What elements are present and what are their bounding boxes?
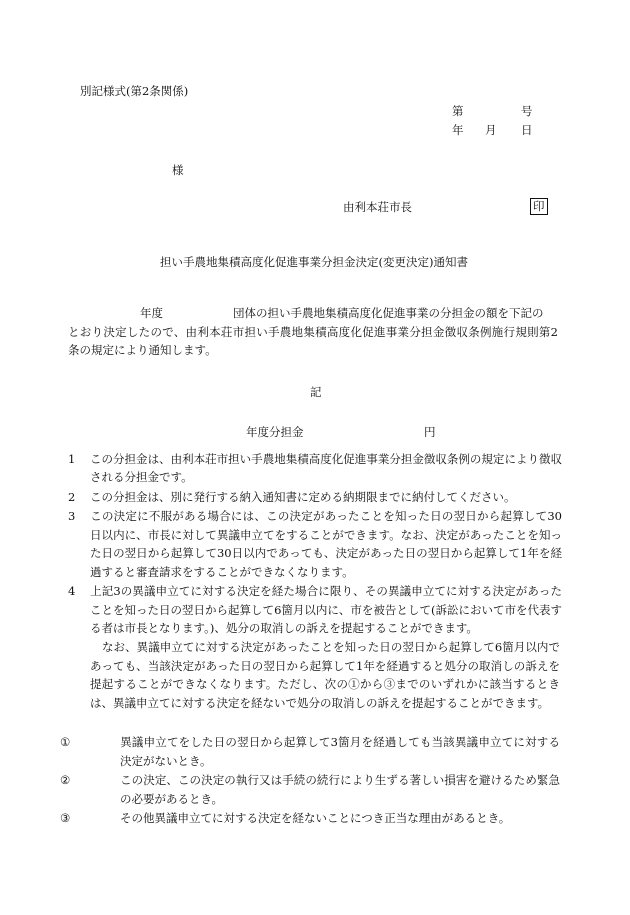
notice-item-4 bbox=[68, 582, 562, 638]
date-day: 日 bbox=[521, 123, 533, 137]
notice-item-text: この分担金は、別に発行する納入通知書に定める納期限までに納付してください。 bbox=[90, 490, 516, 504]
form-label: 別記様式(第2条関係) bbox=[80, 84, 189, 98]
exception-text: 異議申立てをした日の翌日から起算して3箇月を経過しても当該異議申立てに対する決定がないとき。 bbox=[120, 735, 560, 768]
notice-item-text: この分担金は、由利本荘市担い手農地集積高度化促進事業分担金徴収条例の規定により徴収される分担金です。 bbox=[90, 452, 562, 484]
exception-number: ① bbox=[60, 735, 71, 749]
seal-text: 印 bbox=[530, 198, 548, 215]
exception-item-3 bbox=[60, 809, 560, 828]
item4-note: なお、異議申立てに対する決定があったことを知った日の翌日から起算して6箇月以内であっても、当該決定があった日の翌日から起算して1年を経過すると処分の取消しの訴えを提起することができなくなります。ただし、次の①から③までのいずれかに該当するときは、異議申立てに対する決定を経ないで処分の取消しの訴えを提起することができます。 bbox=[90, 640, 560, 710]
document-number-suffix: 号 bbox=[521, 104, 533, 118]
notice-item-number: 1 bbox=[68, 452, 76, 466]
exception-text: この決定、この決定の執行又は手続の続行により生ずる著しい損害を避けるため緊急の必要があるとき。 bbox=[120, 773, 560, 806]
document-number-prefix: 第 bbox=[452, 104, 464, 118]
exception-number: ② bbox=[60, 773, 71, 787]
exception-item-1 bbox=[60, 733, 560, 770]
date-month: 月 bbox=[485, 123, 497, 137]
notice-item-number: 2 bbox=[68, 490, 76, 504]
notice-item-number: 4 bbox=[68, 584, 76, 598]
addressee-honorific: 様 bbox=[172, 163, 184, 177]
notice-item-number: 3 bbox=[68, 509, 76, 523]
notice-item-2 bbox=[68, 488, 562, 506]
seal-mark bbox=[530, 198, 548, 215]
ki-marker: 記 bbox=[310, 385, 322, 399]
intro-text-line1: 団体の担い手農地集積高度化促進事業の分担金の額を下記の bbox=[233, 306, 544, 320]
intro-fiscal-year: 年度 bbox=[140, 306, 163, 320]
notice-item-text: 上記3の異議申立てに対する決定を経た場合に限り、その異議申立てに対する決定があったことを知った日の翌日から起算して6箇月以内に、市を被告として(訴訟において市を代表する者は市長となります。)、処分の取消しの訴えを提起することができます。 bbox=[90, 584, 562, 635]
amount-label: 年度分担金 bbox=[246, 425, 304, 439]
document-title: 担い手農地集積高度化促進事業分担金決定(変更決定)通知書 bbox=[160, 255, 468, 269]
exception-item-2 bbox=[60, 771, 560, 808]
issuer-name: 由利本荘市長 bbox=[343, 200, 412, 214]
notice-item-text: この決定に不服がある場合には、この決定があったことを知った日の翌日から起算して30日以内に、市長に対して異議申立てをすることができます。なお、決定があったことを知った日の翌日から起算して30日以内であっても、決定があった日の翌日から起算して1年を経過すると審査請求をすることができなくなります。 bbox=[90, 509, 562, 579]
exception-number: ③ bbox=[60, 811, 71, 825]
amount-unit: 円 bbox=[424, 425, 436, 439]
date-year: 年 bbox=[452, 123, 464, 137]
notice-item-1 bbox=[68, 450, 562, 486]
notice-item-3 bbox=[68, 507, 562, 581]
exception-text: その他異議申立てに対する決定を経ないことにつき正当な理由があるとき。 bbox=[120, 811, 511, 825]
intro-text-rest: とおり決定したので、由利本荘市担い手農地集積高度化促進事業分担金徴収条例施行規則第2条の規定により通知します。 bbox=[68, 325, 558, 357]
